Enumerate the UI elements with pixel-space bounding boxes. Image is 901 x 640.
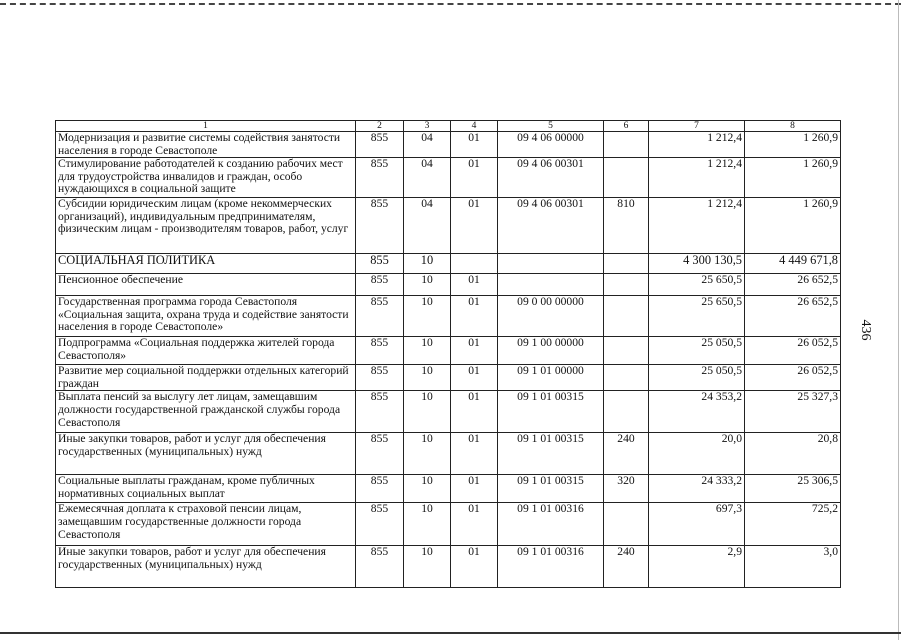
item-name-cell: Развитие мер социальной поддержки отдельных категорий граждан [56, 365, 356, 391]
ministry-code-cell: 855 [356, 391, 404, 433]
subsection-code-cell: 01 [451, 365, 498, 391]
column-number: 8 [745, 121, 841, 132]
target-article-cell: 09 1 01 00315 [498, 433, 604, 475]
target-article-cell: 09 1 01 00315 [498, 475, 604, 503]
section-code-cell: 04 [404, 158, 451, 198]
section-code-cell: 10 [404, 503, 451, 546]
ministry-code-cell: 855 [356, 198, 404, 254]
table-row [56, 433, 841, 475]
amount-year1-cell: 697,3 [649, 503, 745, 546]
expense-type-cell: 320 [604, 475, 649, 503]
table-row [56, 296, 841, 337]
amount-year2-cell: 1 260,9 [745, 158, 841, 198]
ministry-code-cell: 855 [356, 503, 404, 546]
amount-year2-cell: 3,0 [745, 546, 841, 588]
item-name-cell: Иные закупки товаров, работ и услуг для обеспечения государственных (муниципальных) нужд [56, 433, 356, 475]
item-name-cell: Пенсионное обеспечение [56, 274, 356, 296]
table-row [56, 132, 841, 158]
section-code-cell: 10 [404, 254, 451, 274]
amount-year2-cell: 1 260,9 [745, 198, 841, 254]
item-name-cell: Ежемесячная доплата к страховой пенсии лицам, замещавшим государственные должности города Севастополя [56, 503, 356, 546]
column-number: 1 [56, 121, 356, 132]
ministry-code-cell: 855 [356, 132, 404, 158]
amount-year2-cell: 26 052,5 [745, 365, 841, 391]
ministry-code-cell: 855 [356, 433, 404, 475]
section-code-cell: 04 [404, 198, 451, 254]
subsection-code-cell: 01 [451, 198, 498, 254]
target-article-cell: 09 1 01 00316 [498, 546, 604, 588]
section-code-cell: 10 [404, 365, 451, 391]
ministry-code-cell: 855 [356, 296, 404, 337]
item-name-cell: Модернизация и развитие системы содействия занятости населения в городе Севастополе [56, 132, 356, 158]
expense-type-cell [604, 391, 649, 433]
amount-year1-cell: 24 333,2 [649, 475, 745, 503]
section-code-cell: 10 [404, 296, 451, 337]
ministry-code-cell: 855 [356, 475, 404, 503]
table-row [56, 546, 841, 588]
amount-year2-cell: 26 652,5 [745, 296, 841, 337]
section-code-cell: 10 [404, 546, 451, 588]
scan-edge-right [898, 0, 899, 640]
section-code-cell: 04 [404, 132, 451, 158]
column-number-row [56, 121, 841, 132]
column-number: 7 [649, 121, 745, 132]
ministry-code-cell: 855 [356, 365, 404, 391]
ministry-code-cell: 855 [356, 274, 404, 296]
expense-type-cell [604, 274, 649, 296]
ministry-code-cell: 855 [356, 546, 404, 588]
item-name-cell: Государственная программа города Севастополя «Социальная защита, охрана труда и содействие занятости населения в городе Севастополе» [56, 296, 356, 337]
ministry-code-cell: 855 [356, 158, 404, 198]
item-name-cell: Иные закупки товаров, работ и услуг для обеспечения государственных (муниципальных) нужд [56, 546, 356, 588]
amount-year1-cell: 1 212,4 [649, 132, 745, 158]
item-name-cell: Стимулирование работодателей к созданию рабочих мест для трудоустройства инвалидов и граждан, особо нуждающихся в социальной защите [56, 158, 356, 198]
expense-type-cell [604, 132, 649, 158]
ministry-code-cell: 855 [356, 337, 404, 365]
item-name-cell: Выплата пенсий за выслугу лет лицам, замещавшим должности государственной гражданской службы города Севастополя [56, 391, 356, 433]
target-article-cell: 09 4 06 00000 [498, 132, 604, 158]
subsection-code-cell: 01 [451, 503, 498, 546]
table-row [56, 475, 841, 503]
table-row [56, 503, 841, 546]
amount-year1-cell: 1 212,4 [649, 158, 745, 198]
column-number: 3 [404, 121, 451, 132]
expense-type-cell [604, 337, 649, 365]
amount-year2-cell: 1 260,9 [745, 132, 841, 158]
subsection-code-cell: 01 [451, 132, 498, 158]
expense-type-cell: 240 [604, 433, 649, 475]
amount-year1-cell: 25 050,5 [649, 365, 745, 391]
expense-type-cell [604, 158, 649, 198]
subsection-code-cell: 01 [451, 391, 498, 433]
subsection-code-cell: 01 [451, 158, 498, 198]
section-row [56, 254, 841, 274]
subsection-code-cell: 01 [451, 546, 498, 588]
item-name-cell: СОЦИАЛЬНАЯ ПОЛИТИКА [56, 254, 356, 274]
expense-type-cell [604, 296, 649, 337]
expense-type-cell: 240 [604, 546, 649, 588]
item-name-cell: Подпрограмма «Социальная поддержка жителей города Севастополя» [56, 337, 356, 365]
table-row [56, 337, 841, 365]
amount-year2-cell: 25 327,3 [745, 391, 841, 433]
column-number: 5 [498, 121, 604, 132]
amount-year1-cell: 20,0 [649, 433, 745, 475]
expense-type-cell [604, 254, 649, 274]
amount-year1-cell: 4 300 130,5 [649, 254, 745, 274]
target-article-cell: 09 4 06 00301 [498, 198, 604, 254]
target-article-cell: 09 1 01 00000 [498, 365, 604, 391]
section-code-cell: 10 [404, 274, 451, 296]
target-article-cell: 09 1 00 00000 [498, 337, 604, 365]
target-article-cell: 09 1 01 00316 [498, 503, 604, 546]
column-number: 2 [356, 121, 404, 132]
table-row [56, 274, 841, 296]
expense-type-cell [604, 365, 649, 391]
amount-year2-cell: 25 306,5 [745, 475, 841, 503]
item-name-cell: Субсидии юридическим лицам (кроме некоммерческих организаций), индивидуальным предпринимателям, физическим лицам - производителям товаров, работ, услуг [56, 198, 356, 254]
scan-edge-top [0, 3, 901, 5]
page-number: 436 [858, 319, 873, 341]
amount-year1-cell: 24 353,2 [649, 391, 745, 433]
subsection-code-cell: 01 [451, 274, 498, 296]
column-number: 6 [604, 121, 649, 132]
table-header [56, 121, 841, 132]
expense-type-cell [604, 503, 649, 546]
scan-edge-bottom [0, 632, 901, 634]
amount-year1-cell: 25 050,5 [649, 337, 745, 365]
target-article-cell: 09 1 01 00315 [498, 391, 604, 433]
target-article-cell: 09 0 00 00000 [498, 296, 604, 337]
amount-year1-cell: 1 212,4 [649, 198, 745, 254]
subsection-code-cell [451, 254, 498, 274]
amount-year1-cell: 25 650,5 [649, 274, 745, 296]
table-row [56, 158, 841, 198]
column-number: 4 [451, 121, 498, 132]
section-code-cell: 10 [404, 337, 451, 365]
ministry-code-cell: 855 [356, 254, 404, 274]
section-code-cell: 10 [404, 391, 451, 433]
amount-year2-cell: 725,2 [745, 503, 841, 546]
subsection-code-cell: 01 [451, 296, 498, 337]
table-body [56, 132, 841, 588]
table-row [56, 391, 841, 433]
expense-type-cell: 810 [604, 198, 649, 254]
table-row [56, 198, 841, 254]
subsection-code-cell: 01 [451, 337, 498, 365]
subsection-code-cell: 01 [451, 433, 498, 475]
amount-year2-cell: 4 449 671,8 [745, 254, 841, 274]
amount-year2-cell: 26 652,5 [745, 274, 841, 296]
target-article-cell [498, 274, 604, 296]
subsection-code-cell: 01 [451, 475, 498, 503]
amount-year2-cell: 20,8 [745, 433, 841, 475]
amount-year2-cell: 26 052,5 [745, 337, 841, 365]
amount-year1-cell: 2,9 [649, 546, 745, 588]
item-name-cell: Социальные выплаты гражданам, кроме публичных нормативных социальных выплат [56, 475, 356, 503]
budget-table [55, 120, 841, 588]
section-code-cell: 10 [404, 433, 451, 475]
target-article-cell [498, 254, 604, 274]
section-code-cell: 10 [404, 475, 451, 503]
target-article-cell: 09 4 06 00301 [498, 158, 604, 198]
amount-year1-cell: 25 650,5 [649, 296, 745, 337]
table-row [56, 365, 841, 391]
